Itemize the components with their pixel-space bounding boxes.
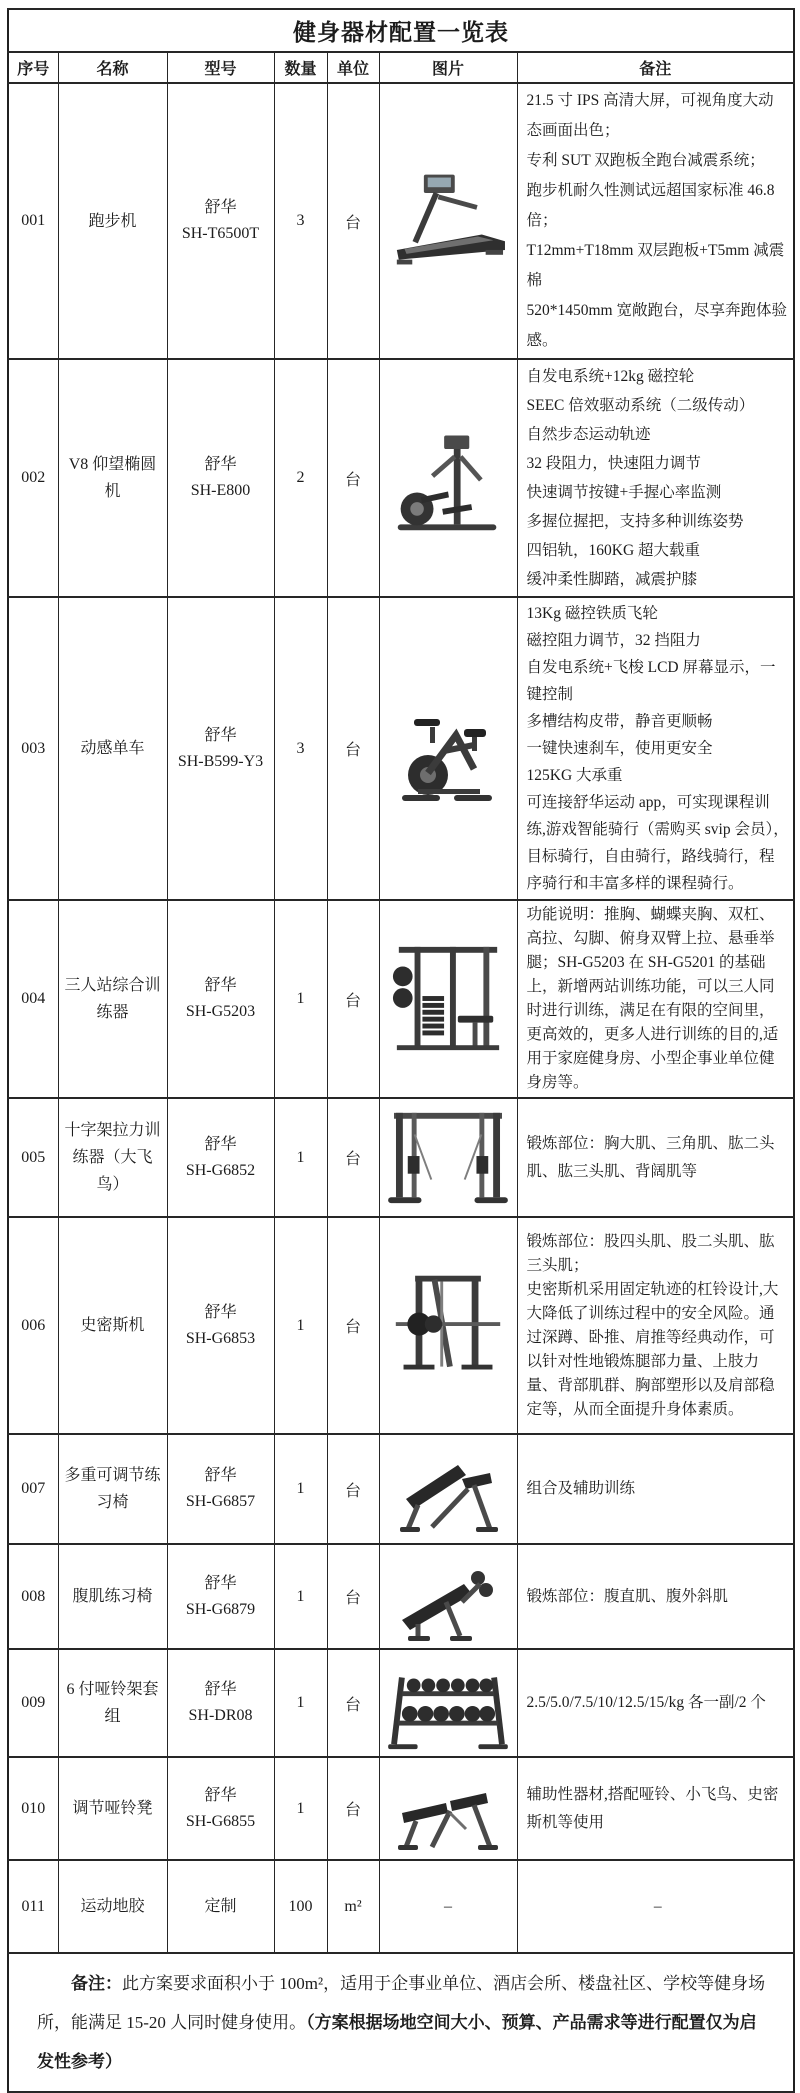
name-cell: 史密斯机: [58, 1217, 167, 1434]
table-row: [8, 597, 794, 900]
unit-cell: 台: [327, 83, 379, 359]
name-cell: 跑步机: [58, 83, 167, 359]
qty-cell: 1: [274, 900, 327, 1098]
image-cell: [379, 1757, 517, 1860]
table-row: [8, 1860, 794, 1953]
index-cell: 009: [8, 1649, 58, 1757]
unit-cell: 台: [327, 1649, 379, 1757]
remarks-cell: 13Kg 磁控铁质飞轮 磁控阻力调节，32 挡阻力 自发电系统+飞梭 LCD 屏幕显示，一键控制 多槽结构皮带，静音更顺畅 一键快速刹车，使用更安全 125KG 大承重 可连接舒华运动 app，可实现课程训练,游戏智能骑行（需购买 svip 会员），目标骑行，自由骑行，路线骑行，程序骑行和丰富多样的课程骑行。: [517, 597, 794, 900]
remarks-cell: 锻炼部位：胸大肌、三角肌、肱二头肌、肱三头肌、背阔肌等: [517, 1098, 794, 1217]
column-header-model: 型号: [167, 52, 274, 83]
name-cell: 6 付哑铃架套组: [58, 1649, 167, 1757]
qty-cell: 2: [274, 359, 327, 597]
name-cell: 腹肌练习椅: [58, 1544, 167, 1649]
equipment-sheet: [7, 8, 793, 2093]
footer-bold-note: （方案根据场地空间大小、预算、产品需求等进行配置仅为启发性参考）: [37, 2013, 757, 2071]
unit-cell: 台: [327, 597, 379, 900]
remarks-cell: –: [517, 1860, 794, 1953]
table-row: [8, 359, 794, 597]
table-row: [8, 1544, 794, 1649]
table-row: [8, 83, 794, 359]
qty-cell: 1: [274, 1544, 327, 1649]
footer-note: [8, 1953, 794, 2092]
remarks-cell: 辅助性器材,搭配哑铃、小飞鸟、史密斯机等使用: [517, 1757, 794, 1860]
qty-cell: 1: [274, 1757, 327, 1860]
image-cell: [379, 83, 517, 359]
qty-cell: 100: [274, 1860, 327, 1953]
header-row: [8, 52, 794, 83]
model-cell: 定制: [167, 1860, 274, 1953]
index-cell: 002: [8, 359, 58, 597]
index-cell: 005: [8, 1098, 58, 1217]
remarks-cell: 2.5/5.0/7.5/10/12.5/15/kg 各一副/2 个: [517, 1649, 794, 1757]
table-row: [8, 1649, 794, 1757]
model-cell: 舒华 SH-B599-Y3: [167, 597, 274, 900]
image-cell: [379, 597, 517, 900]
column-header-image: 图片: [379, 52, 517, 83]
qty-cell: 1: [274, 1217, 327, 1434]
image-cell: [379, 1544, 517, 1649]
unit-cell: m²: [327, 1860, 379, 1953]
qty-cell: 1: [274, 1434, 327, 1544]
multi-gym-image: [389, 935, 507, 1063]
footer-body: 此方案要求面积小于 100m²，适用于企事业单位、酒店会所、楼盘社区、学校等健身场所，能满足 15-20 人同时健身使用。: [37, 1974, 766, 2032]
dumbbell-bench-image: [388, 1763, 508, 1855]
index-cell: 007: [8, 1434, 58, 1544]
name-cell: 调节哑铃凳: [58, 1757, 167, 1860]
model-cell: 舒华 SH-G6879: [167, 1544, 274, 1649]
name-cell: 十字架拉力训练器（大飞鸟）: [58, 1098, 167, 1217]
table-row: [8, 1217, 794, 1434]
equipment-table: [7, 8, 795, 2093]
adjustable-bench-image: [388, 1441, 508, 1537]
dumbbell-rack-image: [384, 1652, 512, 1754]
index-cell: 003: [8, 597, 58, 900]
remarks-cell: 锻炼部位：腹直肌、腹外斜肌: [517, 1544, 794, 1649]
unit-cell: 台: [327, 1217, 379, 1434]
index-cell: 006: [8, 1217, 58, 1434]
model-cell: 舒华 SH-T6500T: [167, 83, 274, 359]
name-cell: 运动地胶: [58, 1860, 167, 1953]
image-cell: [379, 900, 517, 1098]
elliptical-image: [390, 418, 506, 538]
page-title: 健身器材配置一览表: [8, 9, 794, 52]
column-header-unit: 单位: [327, 52, 379, 83]
name-cell: V8 仰望椭圆机: [58, 359, 167, 597]
column-header-qty: 数量: [274, 52, 327, 83]
unit-cell: 台: [327, 359, 379, 597]
unit-cell: 台: [327, 1757, 379, 1860]
qty-cell: 3: [274, 597, 327, 900]
remarks-cell: 组合及辅助训练: [517, 1434, 794, 1544]
model-cell: 舒华 SH-G6855: [167, 1757, 274, 1860]
table-row: [8, 900, 794, 1098]
unit-cell: 台: [327, 1434, 379, 1544]
model-cell: 舒华 SH-G5203: [167, 900, 274, 1098]
unit-cell: 台: [327, 1098, 379, 1217]
image-dash: –: [444, 1897, 452, 1915]
spin-bike-image: [388, 687, 508, 811]
model-cell: 舒华 SH-E800: [167, 359, 274, 597]
title-row: [8, 9, 794, 52]
image-cell: [379, 1434, 517, 1544]
qty-cell: 1: [274, 1649, 327, 1757]
footer-row: [8, 1953, 794, 2092]
image-cell: [379, 1217, 517, 1434]
table-row: [8, 1757, 794, 1860]
model-cell: 舒华 SH-G6853: [167, 1217, 274, 1434]
model-cell: 舒华 SH-DR08: [167, 1649, 274, 1757]
table-row: [8, 1434, 794, 1544]
remarks-cell: 锻炼部位：股四头肌、股二头肌、肱三头肌； 史密斯机采用固定轨迹的杠铃设计,大大降低了训练过程中的安全风险。通过深蹲、卧推、肩推等经典动作，可以针对性地锻炼腿部力量、上肢力量、背部肌群、胸部塑形以及肩部稳定等，从而全面提升身体素质。: [517, 1217, 794, 1434]
index-cell: 010: [8, 1757, 58, 1860]
footer-label: 备注：: [71, 1974, 122, 1993]
name-cell: 三人站综合训练器: [58, 900, 167, 1098]
image-cell: [379, 359, 517, 597]
index-cell: 001: [8, 83, 58, 359]
remarks-cell: 21.5 寸 IPS 高清大屏，可视角度大动态画面出色； 专利 SUT 双跑板全跑台减震系统； 跑步机耐久性测试远超国家标准 46.8 倍； T12mm+T18mm 双层跑板+T5mm 减震棉 520*1450mm 宽敞跑台，尽享奔跑体验感。: [517, 83, 794, 359]
ab-bench-image: [388, 1550, 508, 1644]
column-header-name: 名称: [58, 52, 167, 83]
remarks-cell: 自发电系统+12kg 磁控轮 SEEC 倍效驱动系统（二级传动） 自然步态运动轨迹 32 段阻力，快速阻力调节 快速调节按键+手握心率监测 多握位握把，支持多种训练姿势 四铝轨，160KG 超大载重 缓冲柔性脚踏，减震护膝: [517, 359, 794, 597]
unit-cell: 台: [327, 1544, 379, 1649]
treadmill-image: [385, 165, 511, 277]
index-cell: 011: [8, 1860, 58, 1953]
image-cell: [379, 1098, 517, 1217]
index-cell: 004: [8, 900, 58, 1098]
column-header-no: 序号: [8, 52, 58, 83]
unit-cell: 台: [327, 900, 379, 1098]
qty-cell: 1: [274, 1098, 327, 1217]
name-cell: 动感单车: [58, 597, 167, 900]
table-row: [8, 1098, 794, 1217]
qty-cell: 3: [274, 83, 327, 359]
index-cell: 008: [8, 1544, 58, 1649]
image-cell: [379, 1860, 517, 1953]
column-header-remarks: 备注: [517, 52, 794, 83]
image-cell: [379, 1649, 517, 1757]
cable-crossover-image: [384, 1105, 512, 1211]
remarks-cell: 功能说明：推胸、蝴蝶夹胸、双杠、高拉、勾脚、俯身双臂上拉、悬垂举腿；SH-G5203 在 SH-G5201 的基础上，新增两站训练功能，可以三人同时进行训练，满足在有限的空间里，更高效的，更多人进行训练的目的,适用于家庭健身房、小型企事业单位健身房等。: [517, 900, 794, 1098]
model-cell: 舒华 SH-G6852: [167, 1098, 274, 1217]
smith-machine-image: [390, 1266, 506, 1386]
name-cell: 多重可调节练习椅: [58, 1434, 167, 1544]
model-cell: 舒华 SH-G6857: [167, 1434, 274, 1544]
